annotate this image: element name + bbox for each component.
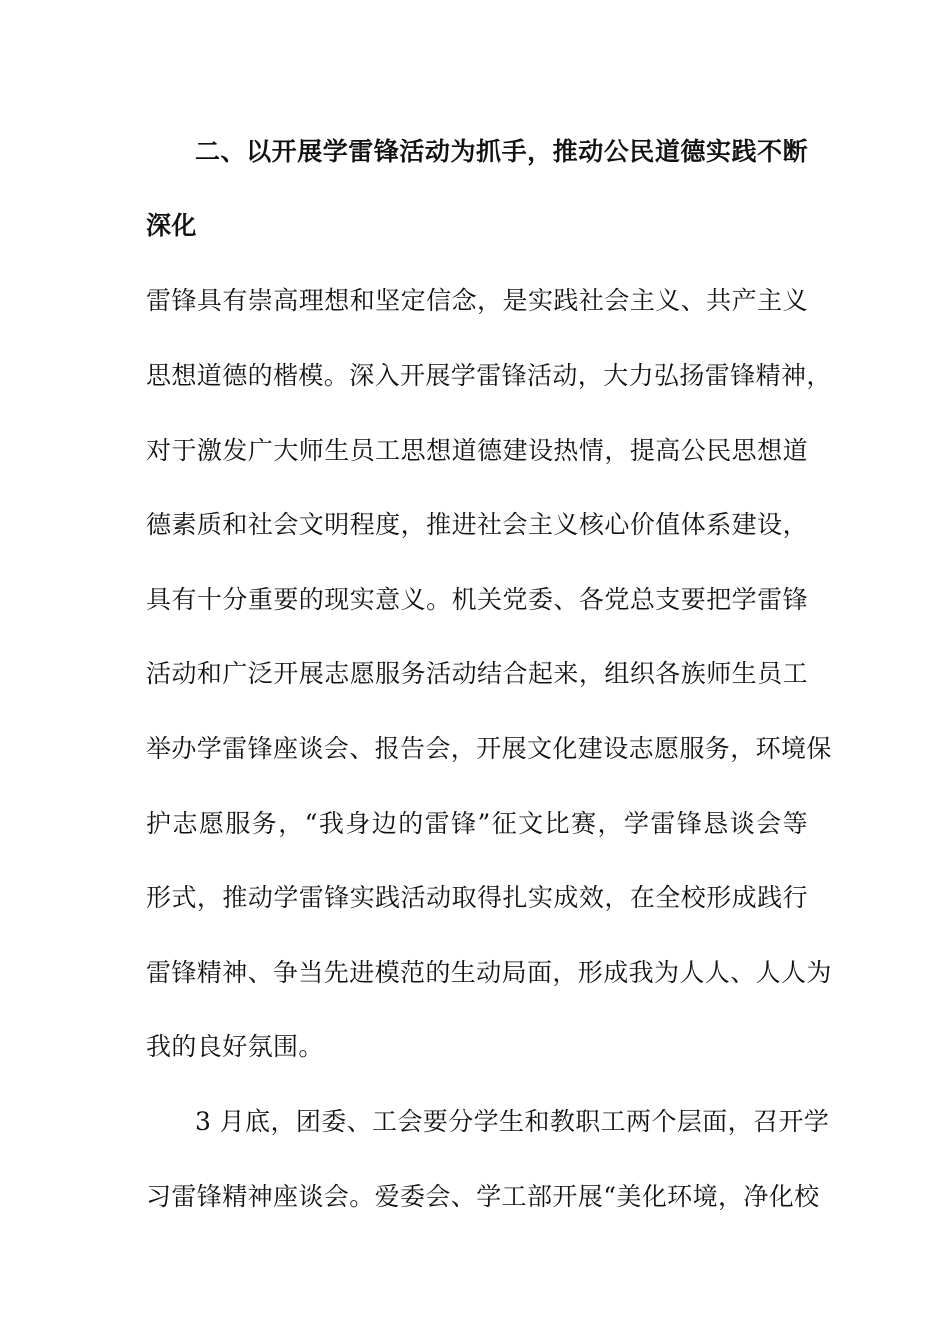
paragraph-1-line-6: 活动和广泛开展志愿服务活动结合起来，组织各族师生员工 [146, 659, 808, 688]
section-heading-line-1: 二、以开展学雷锋活动为抓手，推动公民道德实践不断 [195, 137, 808, 166]
paragraph-1-line-9: 形式，推动学雷锋实践活动取得扎实成效，在全校形成践行 [146, 883, 808, 912]
paragraph-1-line-8: 护志愿服务，“我身边的雷锋”征文比赛，学雷锋恳谈会等 [146, 809, 808, 838]
paragraph-1-line-1: 雷锋具有崇高理想和坚定信念，是实践社会主义、共产主义 [146, 286, 808, 315]
paragraph-2-line-1: 3 月底，团委、工会要分学生和教职工两个层面，召开学 [195, 1107, 830, 1136]
paragraph-1-line-4: 德素质和社会文明程度，推进社会主义核心价值体系建设， [146, 510, 808, 539]
paragraph-1-line-5: 具有十分重要的现实意义。机关党委、各党总支要把学雷锋 [146, 585, 808, 614]
paragraph-1-line-10: 雷锋精神、争当先进模范的生动局面，形成我为人人、人人为 [146, 958, 832, 987]
paragraph-1-line-2: 思想道德的楷模。深入开展学雷锋活动，大力弘扬雷锋精神， [146, 361, 832, 390]
paragraph-1-line-7: 举办学雷锋座谈会、报告会，开展文化建设志愿服务，环境保 [146, 734, 832, 763]
paragraph-2-line-2: 习雷锋精神座谈会。爱委会、学工部开展“美化环境，净化校 [146, 1182, 820, 1211]
section-heading-line-2: 深化 [146, 211, 197, 240]
paragraph-1-line-11: 我的良好氛围。 [146, 1032, 324, 1061]
paragraph-1-line-3: 对于激发广大师生员工思想道德建设热情，提高公民思想道 [146, 436, 808, 465]
